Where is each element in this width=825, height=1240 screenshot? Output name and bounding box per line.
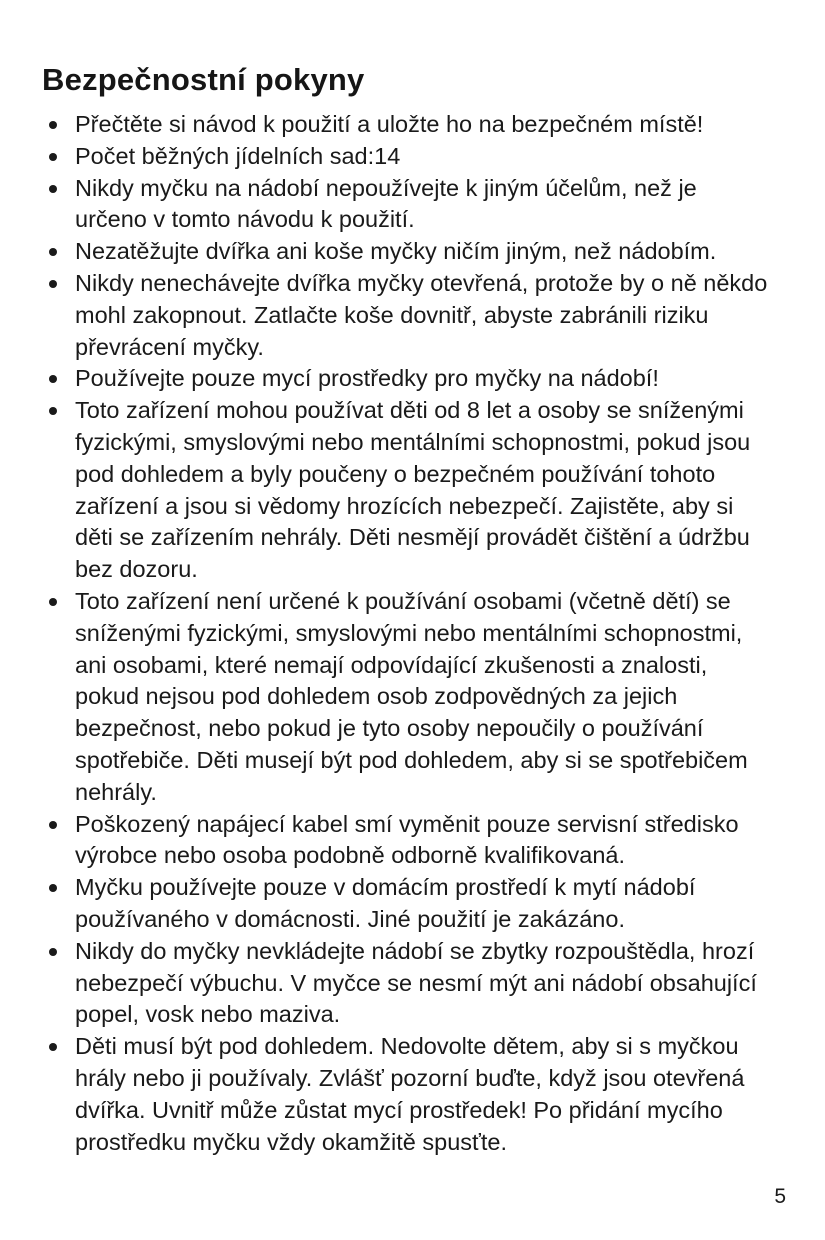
bullet-text: Přečtěte si návod k použití a uložte ho na bezpečném místě! (75, 111, 704, 137)
bullet-icon (49, 375, 57, 383)
bullet-text: Děti musí být pod dohledem. Nedovolte dětem, aby si s myčkou hrály nebo ji používaly. Zvlášť pozorní buďte, když jsou otevřená dvířka. Uvnitř může zůstat mycí prostředek! Po přidání mycího prostředku myčku vždy okamžitě spusťte. (75, 1033, 745, 1155)
bullet-icon (49, 153, 57, 161)
bullet-text: Používejte pouze mycí prostředky pro myčky na nádobí! (75, 365, 659, 392)
bullet-text: Toto zařízení mohou používat děti od 8 let a osoby se sníženými fyzickými, smyslovými nebo mentálními schopnostmi, pokud jsou pod dohledem a byly poučeny o bezpečném používání tohoto zařízení a jsou si vědomy hrozících nebezpečí. Zajistěte, aby si děti se zařízením nehrály. Děti nesmějí provádět čištění a údržbu bez dozoru. (75, 397, 751, 583)
bullet-text: Nikdy myčku na nádobí nepoužívejte k jiným účelům, než je určeno v tomto návodu k použití. (75, 174, 697, 233)
safety-instructions-list (42, 109, 770, 1158)
safety-instruction-item (42, 809, 770, 873)
bullet-icon (49, 948, 57, 956)
bullet-icon (49, 407, 57, 415)
bullet-icon (49, 185, 57, 193)
bullet-text: Nezatěžujte dvířka ani koše myčky ničím jiným, než nádobím. (75, 238, 717, 265)
safety-instruction-item (42, 363, 770, 395)
bullet-icon (49, 821, 57, 829)
safety-instruction-item (42, 936, 770, 1031)
safety-instruction-item (42, 586, 770, 809)
bullet-text: Toto zařízení není určené k používání osobami (včetně dětí) se sníženými fyzickými, smyslovými nebo mentálními schopnostmi, ani osobami, které nemají odpovídající zkušenosti a znalosti, pokud nejsou pod dohledem osob zodpovědných za jejich bezpečnost, nebo pokud je tyto osoby nepoučily o používání spotřebiče. Děti musejí být pod dohledem, aby si se spotřebičem nehrály. (75, 587, 748, 805)
bullet-icon (49, 598, 57, 606)
safety-instruction-item (42, 141, 770, 173)
safety-instruction-item (42, 1031, 770, 1158)
bullet-text: Nikdy nenechávejte dvířka myčky otevřená, protože by o ně někdo mohl zakopnout. Zatlačte koše dovnitř, abyste zabránili riziku převrácení myčky. (75, 269, 768, 360)
safety-instruction-item (42, 872, 770, 936)
bullet-text: Počet běžných jídelních sad:14 (75, 142, 401, 169)
bullet-text: Nikdy do myčky nevkládejte nádobí se zbytky rozpouštědla, hrozí nebezpečí výbuchu. V myčce se nesmí mýt ani nádobí obsahující popel, vosk nebo maziva. (75, 937, 757, 1028)
page-title: Bezpečnostní pokyny (42, 62, 365, 97)
safety-instruction-item (42, 395, 770, 586)
safety-instruction-item (42, 236, 770, 268)
safety-instruction-item (42, 268, 770, 363)
bullet-icon (49, 1043, 57, 1051)
bullet-text: Myčku používejte pouze v domácím prostředí k mytí nádobí používaného v domácnosti. Jiné použití je zakázáno. (75, 874, 696, 932)
safety-instruction-item (42, 173, 770, 237)
bullet-text: Poškozený napájecí kabel smí vyměnit pouze servisní středisko výrobce nebo osoba podobně odborně kvalifikovaná. (75, 810, 739, 869)
bullet-icon (49, 280, 57, 288)
safety-instruction-item (42, 109, 770, 141)
bullet-icon (49, 121, 57, 129)
bullet-icon (49, 248, 57, 256)
page-number: 5 (774, 1185, 786, 1208)
bullet-icon (49, 884, 57, 892)
